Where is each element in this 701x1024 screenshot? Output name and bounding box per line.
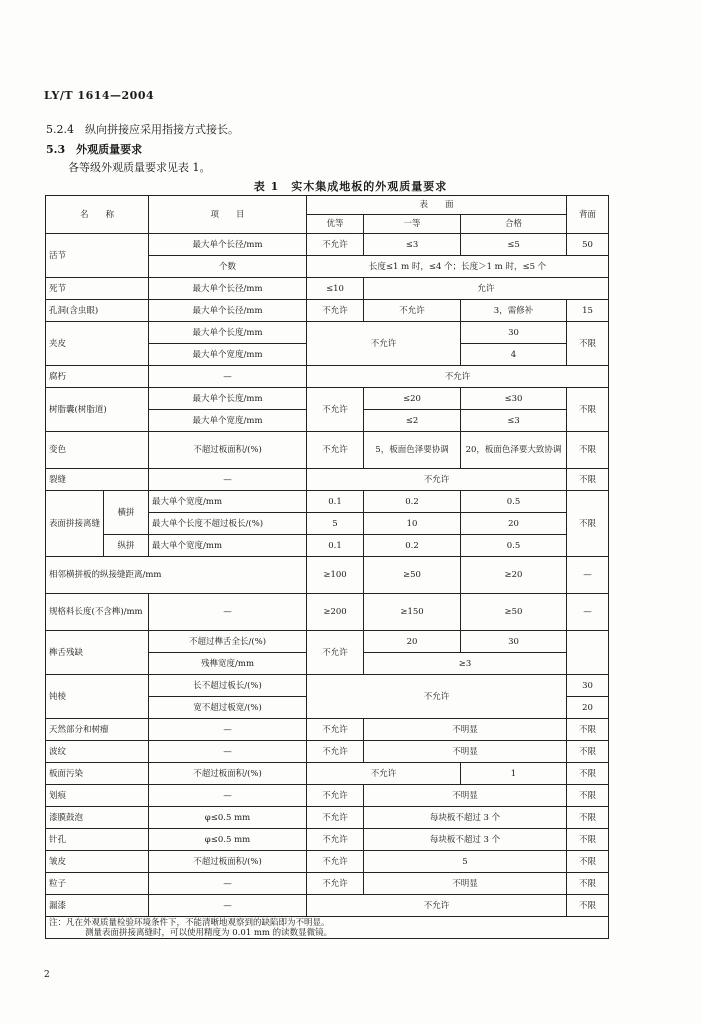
cell: ≤3 [364,234,461,256]
table-row [46,631,609,653]
cell: 不允许 [307,300,364,322]
cell: 1 [461,763,567,785]
table-row [46,807,609,829]
cell: 30 [461,631,567,653]
clause-5-3-heading: 5.3 外观质量要求 [46,143,143,156]
row-item: 最大单个长径/mm [149,300,307,322]
row-name: 表面拼接离缝 [46,491,104,557]
row-name: 变色 [46,432,149,469]
table-row [46,388,609,410]
row-item: — [149,785,307,807]
row-item: — [149,719,307,741]
row-name: 腐朽 [46,366,149,388]
table-row [46,491,609,513]
row-name: 划痕 [46,785,149,807]
row-item: 最大单个宽度/mm [149,344,307,366]
row-item: 残榫宽度/mm [149,653,307,675]
row-name: 钝棱 [46,675,149,719]
cell: ≥20 [461,557,567,594]
cell: ≥50 [364,557,461,594]
cell: 不允许 [307,741,364,763]
header-grade-2: 一等 [364,215,461,234]
row-item: 不超过板面积/(%) [149,851,307,873]
cell: 不限 [567,895,609,917]
cell: 每块板不超过 3 个 [364,807,567,829]
cell: 4 [461,344,567,366]
cell: 0.1 [307,535,364,557]
cell: 不限 [567,741,609,763]
cell: 不限 [567,763,609,785]
table-row [46,557,609,594]
cell: 不限 [567,432,609,469]
cell: 3，需修补 [461,300,567,322]
table-row [46,300,609,322]
cell: 允许 [364,278,609,300]
cell: 50 [567,234,609,256]
cell: 不限 [567,851,609,873]
table-row [46,535,609,557]
cell: ≤2 [364,410,461,432]
row-item: 不超过板面积/(%) [149,432,307,469]
cell: ≥200 [307,594,364,631]
cell: ≥100 [307,557,364,594]
cell: ≤10 [307,278,364,300]
table-row [46,322,609,344]
table-header-row [46,196,609,215]
table-row [46,763,609,785]
table-row [46,594,609,631]
cell: 不限 [567,719,609,741]
cell: ≥3 [364,653,567,675]
table-row [46,675,609,697]
cell: ≤30 [461,388,567,410]
cell: 不明显 [364,873,567,895]
cell [567,631,609,675]
cell: 不允许 [307,234,364,256]
cell: 10 [364,513,461,535]
header-surface: 表 面 [307,196,567,215]
row-item: 最大单个长径/mm [149,234,307,256]
row-name: 裂缝 [46,469,149,491]
cell: — [567,594,609,631]
row-subname: 横拼 [104,491,149,535]
cell: 5 [364,851,567,873]
clause-5-3-text: 各等级外观质量要求见表 1。 [68,161,211,174]
table-caption: 表 1 实木集成地板的外观质量要求 [253,180,448,193]
page-number: 2 [44,970,50,980]
header-grade-3: 合格 [461,215,567,234]
cell: — [567,557,609,594]
row-name: 规格料长度(不含榫)/mm [46,594,149,631]
cell: 不允许 [307,719,364,741]
cell: 不允许 [307,631,364,675]
cell: 不允许 [307,675,567,719]
table-row [46,366,609,388]
row-name: 波纹 [46,741,149,763]
cell: ≤20 [364,388,461,410]
cell: 不允许 [307,807,364,829]
cell: ≥150 [364,594,461,631]
cell: 长度≤1 m 时，≤4 个；长度＞1 m 时，≤5 个 [307,256,609,278]
row-name: 皱皮 [46,851,149,873]
row-item: 最大单个宽度/mm [149,491,307,513]
row-item: 不超过榫舌全长/(%) [149,631,307,653]
header-grade-1: 优等 [307,215,364,234]
cell: 30 [461,322,567,344]
row-item: 最大单个长度/mm [149,322,307,344]
header-back: 背面 [567,196,609,234]
cell: 不限 [567,388,609,432]
row-item: — [149,873,307,895]
table-row [46,469,609,491]
row-name: 漏漆 [46,895,149,917]
header-item: 项 目 [149,196,307,234]
row-item: 最大单个长径/mm [149,278,307,300]
cell: 不限 [567,491,609,557]
row-item: — [149,469,307,491]
table-row [46,851,609,873]
cell: 不限 [567,807,609,829]
row-subname: 纵拼 [104,535,149,557]
row-item: 长不超过板长/(%) [149,675,307,697]
row-item: 最大单个宽度/mm [149,535,307,557]
row-name: 榫舌残缺 [46,631,149,675]
cell: 不允许 [307,322,461,366]
table-row [46,234,609,256]
cell: 每块板不超过 3 个 [364,829,567,851]
cell: 0.5 [461,535,567,557]
cell: 20 [567,697,609,719]
cell: 0.2 [364,535,461,557]
cell: 不允许 [307,851,364,873]
note-line-1: 注：凡在外观质量检验环境条件下，不能清晰地观察到的缺陷即为不明显。 [49,917,330,928]
cell: 不限 [567,829,609,851]
table-row [46,895,609,917]
cell: 30 [567,675,609,697]
cell: 5，板面色泽要协调 [364,432,461,469]
row-name: 针孔 [46,829,149,851]
cell: 不允许 [307,388,364,432]
cell: 0.1 [307,491,364,513]
cell: ≥50 [461,594,567,631]
row-item: φ≤0.5 mm [149,829,307,851]
row-item: 最大单个长度/mm [149,388,307,410]
cell: 20 [461,513,567,535]
row-item: φ≤0.5 mm [149,807,307,829]
cell: 不允许 [307,366,609,388]
cell: 20，板面色泽要大致协调 [461,432,567,469]
cell: 不允许 [307,785,364,807]
cell: 5 [307,513,364,535]
table-row [46,719,609,741]
cell: 20 [364,631,461,653]
cell: ≤3 [461,410,567,432]
cell: 不允许 [364,300,461,322]
row-item: 最大单个长度不超过板长/(%) [149,513,307,535]
cell: 不明显 [364,785,567,807]
cell: 不限 [567,785,609,807]
table-note [46,917,609,939]
cell: 0.5 [461,491,567,513]
cell: 不限 [567,469,609,491]
row-name: 板面污染 [46,763,149,785]
row-name: 天然部分和树瘤 [46,719,149,741]
row-item: — [149,366,307,388]
table-row [46,785,609,807]
table-row [46,278,609,300]
cell: 不允许 [307,432,364,469]
row-name: 孔洞(含虫眼) [46,300,149,322]
row-name: 漆膜鼓泡 [46,807,149,829]
cell: 不限 [567,322,609,366]
row-item: — [149,594,307,631]
clause-5-2-4: 5.2.4 纵向拼接应采用指接方式接长。 [46,123,239,136]
row-name: 树脂囊(树脂道) [46,388,149,432]
table-note-row [46,917,609,939]
row-name: 活节 [46,234,149,278]
table-row [46,829,609,851]
standard-code: LY/T 1614—2004 [44,89,155,102]
quality-table [45,195,609,939]
table-row [46,873,609,895]
cell: 不允许 [307,763,461,785]
row-name: 相邻横拼板的纵接缝距离/mm [46,557,307,594]
row-item: 不超过板面积/(%) [149,763,307,785]
table-row [46,741,609,763]
cell: 不限 [567,873,609,895]
cell: 不明显 [364,741,567,763]
row-name: 夹皮 [46,322,149,366]
cell: 0.2 [364,491,461,513]
row-item: 最大单个宽度/mm [149,410,307,432]
cell: 不允许 [307,829,364,851]
header-name: 名 称 [46,196,149,234]
table-row [46,432,609,469]
row-item: 个数 [149,256,307,278]
row-item: 宽不超过板宽/(%) [149,697,307,719]
cell: ≤5 [461,234,567,256]
cell: 不允许 [307,895,567,917]
row-item: — [149,741,307,763]
cell: 不允许 [307,873,364,895]
note-line-2: 测量表面拼接离缝时，可以使用精度为 0.01 mm 的读数显微镜。 [85,927,333,938]
row-name: 粒子 [46,873,149,895]
row-item: — [149,895,307,917]
cell: 15 [567,300,609,322]
cell: 不明显 [364,719,567,741]
row-name: 死节 [46,278,149,300]
cell: 不允许 [307,469,567,491]
